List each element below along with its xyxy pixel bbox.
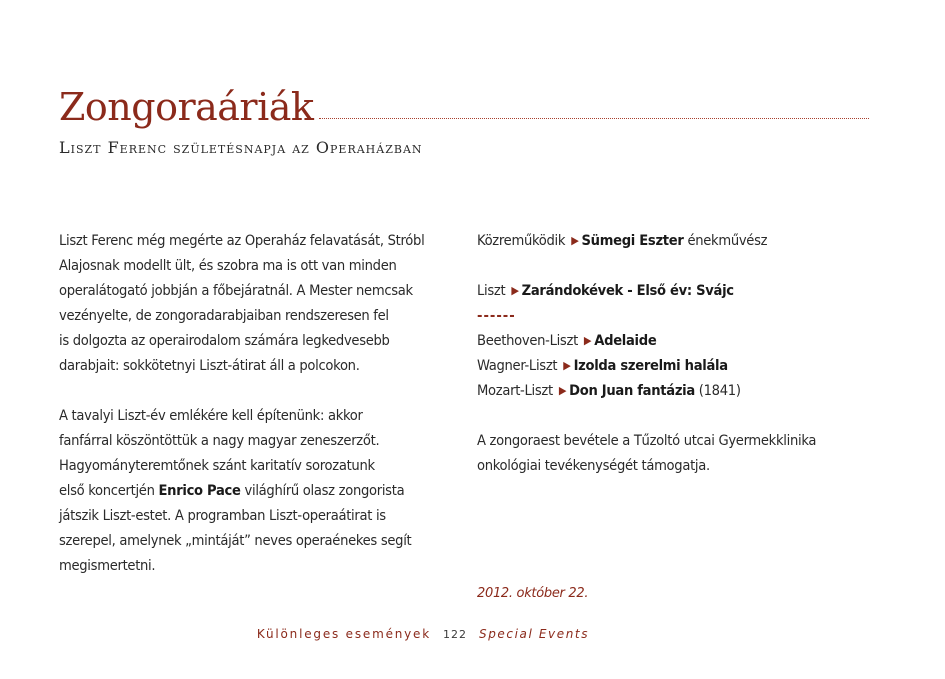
intro-paragraph <box>59 228 439 378</box>
program-separator: ------ <box>477 307 516 324</box>
program-year: (1841) <box>698 382 741 399</box>
page-subtitle: Liszt Ferenc születésnapja az Operaházban <box>59 138 423 157</box>
text-line: is dolgozta az operairodalom számára legkedvesebb <box>59 332 390 349</box>
title-row <box>59 76 869 129</box>
text-line: Alajosnak modellt ült, és szobra ma is ott van minden <box>59 257 397 274</box>
pianist-name: Enrico Pace <box>158 482 241 499</box>
page-footer <box>0 627 945 647</box>
play-triangle-icon: ▶ <box>583 334 592 347</box>
performer-line <box>477 228 877 253</box>
charity-note-line: onkológiai tevékenységét támogatja. <box>477 457 710 474</box>
text-line: A tavalyi Liszt-év emlékére kell építenünk: akkor <box>59 407 363 424</box>
text-line: világhírű olasz zongorista <box>244 482 405 499</box>
text-line: darabjait: sokkötetnyi Liszt-átirat áll a polcokon. <box>59 357 360 374</box>
title-dotted-rule <box>319 117 869 119</box>
event-date: 2012. október 22. <box>477 586 589 601</box>
program-item <box>477 328 877 353</box>
footer-section-hu: Különleges események <box>256 627 431 641</box>
program-item <box>477 278 877 303</box>
play-triangle-icon: ▶ <box>563 359 571 372</box>
program-composer: Mozart-Liszt <box>477 382 553 399</box>
text-line: Hagyományteremtőnek szánt karitatív sorozatunk <box>59 457 375 474</box>
program-item <box>477 378 877 403</box>
text-line: szerepel, amelynek „mintáját” neves operaénekes segít <box>59 532 412 549</box>
play-triangle-icon: ▶ <box>511 284 519 297</box>
performer-name: Sümegi Eszter <box>581 232 684 249</box>
description-column <box>59 228 439 578</box>
program-item <box>477 353 877 378</box>
text-line: játszik Liszt-estet. A programban Liszt-operaátirat is <box>59 507 386 524</box>
event-paragraph <box>59 403 439 578</box>
program-composer: Beethoven-Liszt <box>477 332 578 349</box>
program-work: Adelaide <box>594 332 657 349</box>
page-number: 122 <box>443 628 467 641</box>
program-work: Izolda szerelmi halála <box>573 357 728 374</box>
performer-label: Közreműködik <box>477 232 566 249</box>
program-composer: Wagner-Liszt <box>477 357 558 374</box>
program-work: Don Juan fantázia <box>569 382 695 399</box>
performer-role: énekművész <box>687 232 768 249</box>
program-column <box>477 228 877 478</box>
text-line: vezényelte, de zongoradarabjaiban rendszeresen fel <box>59 307 389 324</box>
footer-section-en: Special Events <box>479 627 590 641</box>
program-work: Zarándokévek - Első év: Svájc <box>521 282 734 299</box>
text-line: Liszt Ferenc még megérte az Operaház felavatását, Stróbl <box>59 232 425 249</box>
charity-note-line: A zongoraest bevétele a Tűzoltó utcai Gyermekklinika <box>477 432 817 449</box>
play-triangle-icon: ▶ <box>571 234 579 247</box>
text-line: első koncertjén <box>59 482 155 499</box>
program-composer: Liszt <box>477 282 506 299</box>
text-line: megismertetni. <box>59 557 156 574</box>
play-triangle-icon: ▶ <box>558 384 567 397</box>
text-line: operalátogató jobbján a főbejáratnál. A Mester nemcsak <box>59 282 413 299</box>
page-title: Zongoraáriák <box>59 85 314 129</box>
text-line: fanfárral köszöntöttük a nagy magyar zeneszerzőt. <box>59 432 380 449</box>
